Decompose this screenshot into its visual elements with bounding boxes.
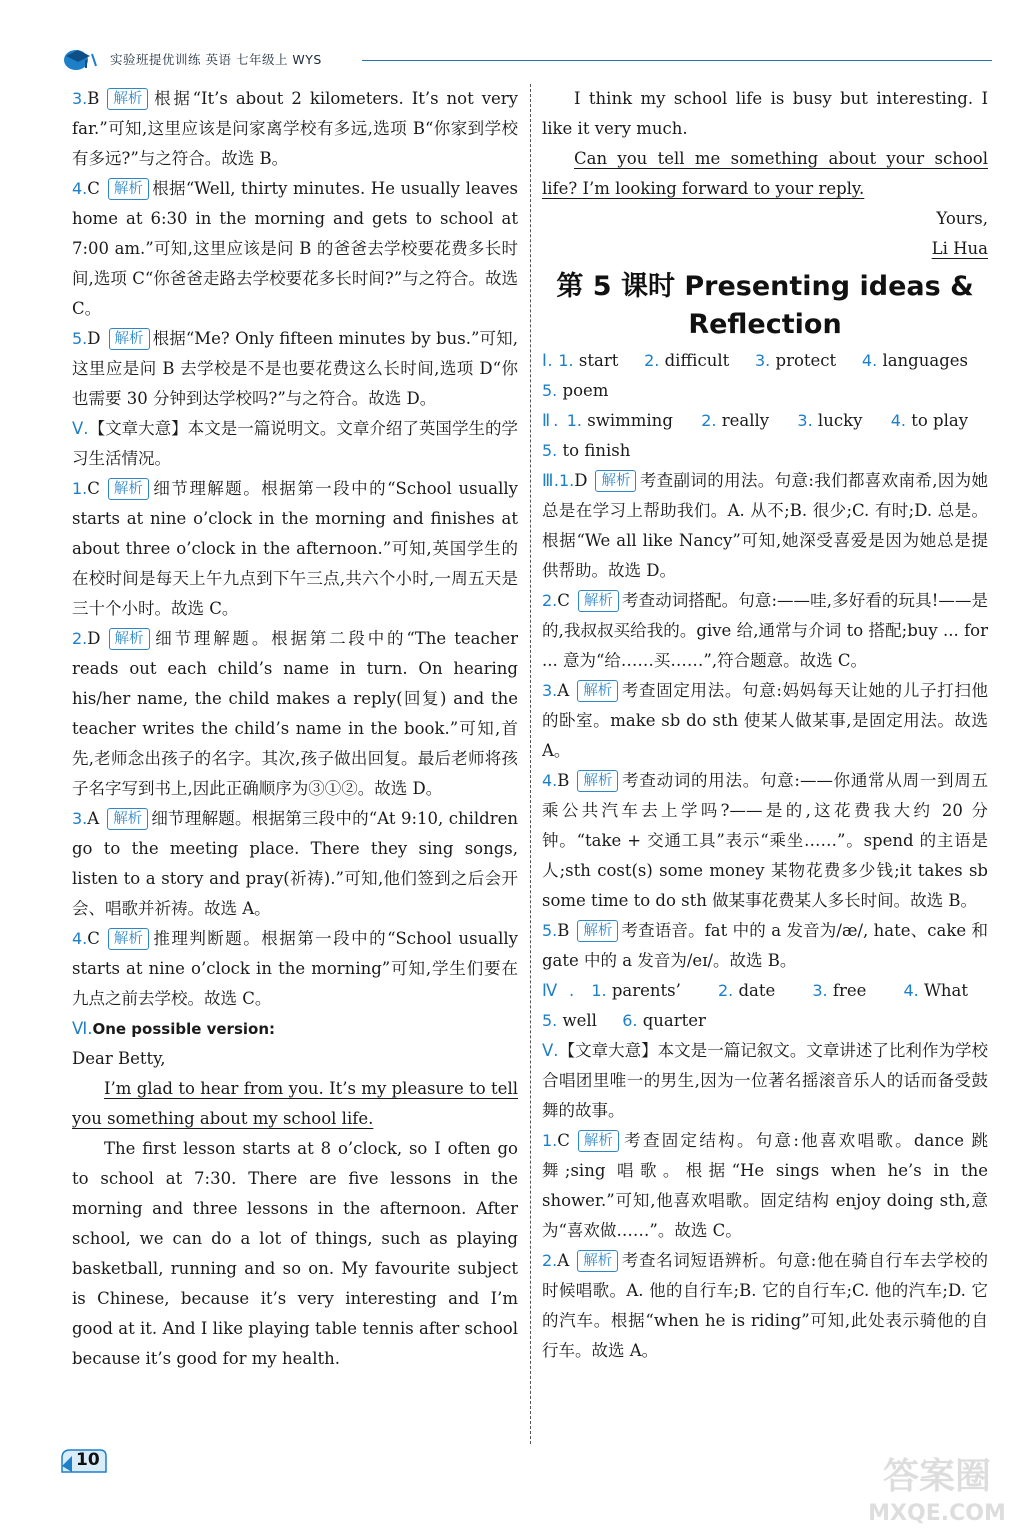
letter-signature: Li Hua [931,239,988,258]
lesson-title: 第 5 课时 Presenting ideas & Reflection [556,271,974,340]
analysis-tag: 解析 [109,328,150,350]
analysis-tag: 解析 [108,178,149,200]
analysis-tag: 解析 [109,628,150,650]
analysis-tag: 解析 [577,680,618,702]
analysis-tag: 解析 [108,928,149,950]
answer-iv-5: 5.D 解析 根据“Me? Only fifteen minutes by bus.”可知,这里应是问 B 去学校是不是也要花费这么长时间,选项 D“你也需要 30 分钟到达学校吗?”与之符合。故选 D。 [72,329,518,408]
analysis-tag: 解析 [577,770,618,792]
answer-iii-4: 4.B 解析 考查动词的用法。句意:——你通常从周一到周五乘公共汽车去上学吗?——是的,这花费我大约 20 分钟。“take + 交通工具”表示“乘坐……”。spend 的主语是人;sth cost(s) some money 某物花费多少钱;it takes sb some time to do sth 做某事花费某人多长时间。故选 B。 [542,771,988,910]
section-i-answers: Ⅰ. 1. start 2. difficult 3. protect 4. languages 5. poem [542,351,968,400]
section-v-summary-right: Ⅴ.【文章大意】本文是一篇记叙文。文章讲述了比利作为学校合唱团里唯一的男生,因为一位著名摇滚音乐人的话而备受鼓舞的故事。 [542,1041,988,1120]
answer-iv-4: 4.C 解析 根据“Well, thirty minutes. He usually leaves home at 6:30 in the morning and gets to school at 7:00 am.”可知,这里应该是问 B 的爸爸去学校要花费多长时间,选项 C“你爸爸走路去学校要花多长时间?”与之符合。故选 C。 [72,179,518,318]
graduation-cap-logo-icon [62,46,102,72]
right-column [542,84,988,1366]
answer-v-2: 2.D 解析 细节理解题。根据第二段中的“The teacher reads out each child’s name in turn. On hearing his/her name, the child makes a reply(回复) and the teacher writes the child’s name in the book.”可知,首先,老师念出孩子的名字。其次,孩子做出回复。最后老师将孩子名字写到书上,因此正确顺序为③①②。故选 D。 [72,629,518,798]
answer-v-1: 1.C 解析 细节理解题。根据第一段中的“School usually starts at nine o’clock in the morning and finishes at about three o’clock in the afternoon.”可知,英国学生的在校时间是每天上午九点到下午三点,共六个小时,一周五天是三十个小时。故选 C。 [72,479,518,618]
watermark-line-1: 答案圈 [882,1456,992,1497]
left-column [72,84,518,1374]
answer-v-1-right: 1.C 解析 考查固定结构。句意:他喜欢唱歌。dance 跳舞;sing 唱歌。根据“He sings when he’s in the shower.”可知,他喜欢唱歌。固定结构 enjoy doing sth,意为“喜欢做……”。故选 C。 [542,1131,988,1240]
section-vi-heading: Ⅵ.One possible version: [72,1019,276,1038]
letter-paragraph-4: Can you tell me something about your school life? I’m looking forward to your reply. [542,149,988,198]
page-number: 10 [76,1450,100,1470]
answer-v-2-right: 2.A 解析 考查名词短语辨析。句意:他在骑自行车去学校的时候唱歌。A. 他的自行车;B. 它的自行车;C. 他的汽车;D. 它的汽车。根据“when he is riding”可知,此处表示骑他的自行车。故选 A。 [542,1251,988,1360]
watermark-line-2: MXQE.COM [868,1501,1006,1526]
analysis-tag: 解析 [107,808,148,830]
section-v-summary: Ⅴ.【文章大意】本文是一篇说明文。文章介绍了英国学生的学习生活情况。 [72,419,518,468]
analysis-tag: 解析 [578,590,619,612]
analysis-tag: 解析 [577,1250,618,1272]
section-iv-answers: Ⅳ. 1. parents’ 2. date 3. free 4. What 5. well 6. quarter [542,981,969,1030]
analysis-tag: 解析 [107,88,148,110]
column-divider [530,84,531,1444]
answer-iii-1: Ⅲ.1.D 解析 考查副词的用法。句意:我们都喜欢南希,因为她总是在学习上帮助我们。A. 从不;B. 很少;C. 有时;D. 总是。根据“We all like Nancy”可知,她深受喜爱是因为她总是提供帮助。故选 D。 [542,471,989,580]
letter-paragraph-3: I think my school life is busy but interesting. I like it very much. [542,89,988,138]
page-header [62,46,992,72]
answer-iii-3: 3.A 解析 考查固定用法。句意:妈妈每天让她的儿子打扫他的卧室。make sb do sth 使某人做某事,是固定用法。故选 A。 [542,681,988,760]
analysis-tag: 解析 [577,920,618,942]
letter-greeting: Dear Betty, [72,1049,166,1068]
analysis-tag: 解析 [578,1130,619,1152]
watermark-logo [852,1448,1022,1528]
analysis-tag: 解析 [595,470,636,492]
header-title: 实验班提优训练 英语 七年级上 WYS [110,52,322,67]
letter-paragraph-2: The first lesson starts at 8 o’clock, so I often go to school at 7:30. There are five lessons in the morning and three lessons in the afternoon. After school, we can do a lot of things, such as playing basketball, running and so on. My favourite subject is Chinese, because it’s very interesting and I’m good at it. And I like playing table tennis after school because it’s good for my health. [72,1139,518,1368]
header-rule [362,60,992,61]
letter-paragraph-1: I’m glad to hear from you. It’s my pleasure to tell you something about my school life. [72,1079,518,1128]
answer-iv-3: 3.B 解析 根据“It’s about 2 kilometers. It’s not very far.”可知,这里应该是问家离学校有多远,选项 B“你家到学校有多远?”与之符合。故选 B。 [72,89,518,168]
analysis-tag: 解析 [108,478,149,500]
answer-v-4: 4.C 解析 推理判断题。根据第一段中的“School usually starts at nine o’clock in the morning”可知,学生们要在九点之前去学校。故选 C。 [72,929,518,1008]
answer-iii-2: 2.C 解析 考查动词搭配。句意:——哇,多好看的玩具!——是的,我叔叔买给我的。give 给,通常与介词 to 搭配;buy ... for ... 意为“给……买……”,符合题意。故选 C。 [542,591,988,670]
section-ii-answers: Ⅱ. 1. swimming 2. really 3. lucky 4. to play 5. to finish [542,411,969,460]
letter-closing: Yours, [936,209,988,228]
answer-iii-5: 5.B 解析 考查语音。fat 中的 a 发音为/æ/, hate、cake 和 gate 中的 a 发音为/eɪ/。故选 B。 [542,921,988,970]
answer-v-3: 3.A 解析 细节理解题。根据第三段中的“At 9:10, children go to the meeting place. There they sing songs, listen to a story and pray(祈祷).”可知,他们签到之后会开会、唱歌并祈祷。故选 A。 [72,809,518,918]
